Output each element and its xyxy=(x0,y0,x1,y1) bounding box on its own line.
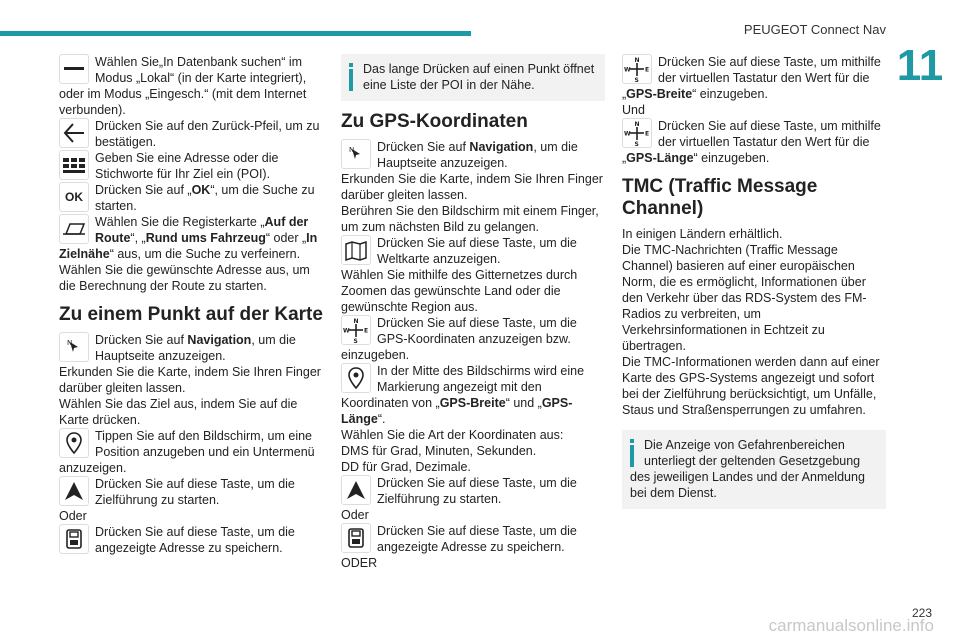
column-2 xyxy=(341,54,605,571)
section-heading-gps: Zu GPS-Koordinaten xyxy=(341,111,528,132)
svg-text:E: E xyxy=(645,130,650,138)
back-arrow-icon xyxy=(59,118,89,148)
step-gps-coordinates xyxy=(341,315,605,363)
info-icon xyxy=(349,63,353,91)
step-back-arrow xyxy=(59,118,323,150)
step-text: Geben Sie eine Adresse oder die Stichworte für Ihr Ziel ein (POI). xyxy=(95,151,279,181)
step-text: In der Mitte des Bildschirms wird eine Markierung angezeigt mit den Koordinaten von „GPS-Breite“ und „GPS-Länge“. xyxy=(341,364,585,426)
paragraph: Und xyxy=(622,103,645,117)
navigation-icon xyxy=(341,139,371,169)
paragraph: In einigen Ländern erhältlich. xyxy=(622,227,783,241)
paragraph: Oder xyxy=(341,508,369,522)
svg-text:N: N xyxy=(634,57,640,64)
step-text: Drücken Sie auf den Zurück-Pfeil, um zu bestätigen. xyxy=(95,119,320,149)
paragraph: Berühren Sie den Bildschirm mit einem Finger, um zum nächsten Bild zu gelangen. xyxy=(341,204,599,234)
page-number: 223 xyxy=(911,606,932,620)
svg-text:N: N xyxy=(353,318,359,325)
paragraph: Erkunden Sie die Karte, indem Sie Ihren Finger darüber gleiten lassen. xyxy=(59,365,321,395)
step-text: Drücken Sie auf diese Taste, um die Zielführung zu starten. xyxy=(95,477,295,507)
step-text: Drücken Sie auf diese Taste, um die GPS-Koordinaten anzuzeigen bzw. einzugeben. xyxy=(341,316,577,362)
start-guidance-icon xyxy=(341,475,371,505)
keyboard-icon xyxy=(59,150,89,180)
paragraph: Wählen Sie die Art der Koordinaten aus: xyxy=(341,428,564,442)
compass-icon xyxy=(341,315,371,345)
start-guidance-icon xyxy=(59,476,89,506)
world-map-icon xyxy=(341,235,371,265)
step-navigation xyxy=(341,139,605,171)
svg-text:S: S xyxy=(634,77,639,83)
ok-icon: OK xyxy=(59,182,89,212)
paragraph: Die TMC-Informationen werden dann auf einer Karte des GPS-Systems angezeigt und sofort bei der Zielführung berücksichtigt, um Unfälle, Staus und Straßensperrungen zu umfahren. xyxy=(622,355,880,417)
svg-text:N: N xyxy=(349,146,355,154)
info-text: Das lange Drücken auf einen Punkt öffnet eine Liste der POI in der Nähe. xyxy=(363,62,595,92)
info-box xyxy=(341,54,605,101)
step-search-database xyxy=(59,54,323,118)
route-tab-icon xyxy=(59,214,89,244)
compass-icon xyxy=(622,118,652,148)
paragraph: Erkunden Sie die Karte, indem Sie Ihren Finger darüber gleiten lassen. xyxy=(341,172,603,202)
map-pin-icon xyxy=(59,428,89,458)
step-text: Drücken Sie auf diese Taste, um die angezeigte Adresse zu speichern. xyxy=(377,524,577,554)
step-start-guidance xyxy=(341,475,605,507)
step-save-address xyxy=(59,524,323,556)
watermark: carmanualsonline.info xyxy=(768,616,934,635)
info-text: Die Anzeige von Gefahrenbereichen unterliegt der geltenden Gesetzgebung des jeweiligen Landes und der Anmeldung bei dem Dienst. xyxy=(630,438,865,500)
step-text: Wählen Sie„In Datenbank suchen“ im Modus „Lokal“ (in der Karte integriert), oder im Modus „Eingesch.“ (mit dem Internet verbunden). xyxy=(59,55,307,117)
step-text: Drücken Sie auf diese Taste, um mithilfe der virtuellen Tastatur den Wert für die „GPS-Breite“ einzugeben. xyxy=(622,55,881,101)
step-text: Tippen Sie auf den Bildschirm, um eine Position anzugeben und ein Untermenü anzuzeigen. xyxy=(59,429,315,475)
navigation-icon xyxy=(59,332,89,362)
info-box xyxy=(622,430,886,509)
svg-text:E: E xyxy=(645,66,650,74)
step-save-address xyxy=(341,523,605,555)
step-text: Wählen Sie die Registerkarte „Auf der Route“, „Rund ums Fahrzeug“ oder „In Zielnähe“ aus, um die Suche zu verfeinern. xyxy=(59,215,318,261)
step-navigation xyxy=(59,332,323,364)
column-3 xyxy=(622,54,886,509)
column-1 xyxy=(59,54,323,556)
svg-text:E: E xyxy=(364,327,369,335)
step-world-map xyxy=(341,235,605,267)
paragraph: Wählen Sie mithilfe des Gitternetzes durch Zoomen das gewünschte Land oder die gewünschte Region aus. xyxy=(341,268,578,314)
step-text: Drücken Sie auf diese Taste, um die angezeigte Adresse zu speichern. xyxy=(95,525,295,555)
step-gps-longitude xyxy=(622,118,886,166)
section-heading-tmc: TMC (Traffic Message Channel) xyxy=(622,176,818,219)
save-icon xyxy=(59,524,89,554)
paragraph: Oder xyxy=(59,509,87,523)
svg-text:N: N xyxy=(67,339,73,347)
svg-text:W: W xyxy=(343,327,350,335)
save-icon xyxy=(341,523,371,553)
step-text: Drücken Sie auf Navigation, um die Hauptseite anzuzeigen. xyxy=(95,333,296,363)
step-ok xyxy=(59,182,323,214)
map-pin-icon xyxy=(341,363,371,393)
step-start-guidance xyxy=(59,476,323,508)
svg-text:S: S xyxy=(353,338,358,344)
step-select-tab xyxy=(59,214,323,262)
step-text: Drücken Sie auf diese Taste, um die Weltkarte anzuzeigen. xyxy=(377,236,577,266)
step-text: Drücken Sie auf diese Taste, um mithilfe der virtuellen Tastatur den Wert für die „GPS-Länge“ einzugeben. xyxy=(622,119,881,165)
svg-text:W: W xyxy=(624,66,631,74)
compass-icon xyxy=(622,54,652,84)
paragraph: DD für Grad, Dezimale. xyxy=(341,460,471,474)
paragraph: DMS für Grad, Minuten, Sekunden. xyxy=(341,444,537,458)
step-text: Drücken Sie auf Navigation, um die Hauptseite anzuzeigen. xyxy=(377,140,578,170)
step-text: Drücken Sie auf diese Taste, um die Zielführung zu starten. xyxy=(377,476,577,506)
paragraph: ODER xyxy=(341,556,378,570)
info-icon xyxy=(630,439,634,467)
svg-text:N: N xyxy=(634,121,640,128)
step-tap-screen xyxy=(59,428,323,476)
step-marker xyxy=(341,363,605,427)
step-gps-latitude xyxy=(622,54,886,102)
paragraph: Wählen Sie das Ziel aus, indem Sie auf die Karte drücken. xyxy=(59,397,298,427)
svg-text:W: W xyxy=(624,130,631,138)
paragraph: Die TMC-Nachrichten (Traffic Message Channel) basieren auf einer europäischen Norm, die es ermöglicht, Informationen über den Verkehr über das RDS-System des FM-Radios zu verbreiten, um Verkehrsinformationen in Echtzeit zu übertragen. xyxy=(622,243,867,353)
section-heading-point: Zu einem Punkt auf der Karte xyxy=(59,304,323,325)
menu-bar-icon xyxy=(59,54,89,84)
svg-text:S: S xyxy=(634,141,639,147)
header-accent-bar xyxy=(0,31,471,36)
step-enter-address xyxy=(59,150,323,182)
step-text: Drücken Sie auf „OK“, um die Suche zu starten. xyxy=(95,183,315,213)
chapter-number: 11 xyxy=(896,41,944,90)
paragraph: Wählen Sie die gewünschte Adresse aus, um die Berechnung der Route zu starten. xyxy=(59,263,310,293)
header-title: PEUGEOT Connect Nav xyxy=(743,22,886,37)
